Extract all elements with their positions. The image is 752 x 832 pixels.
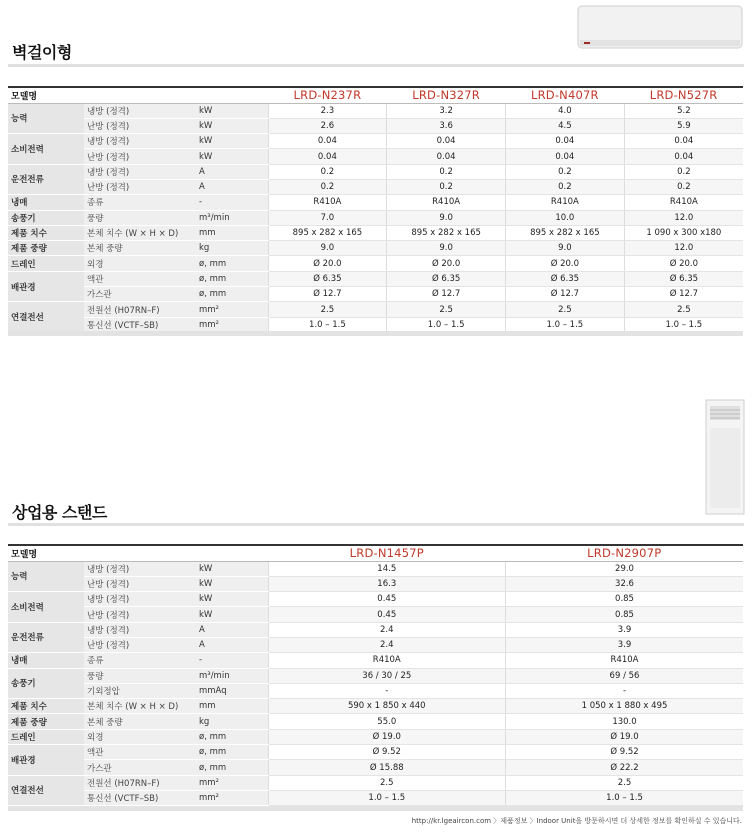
row-unit: ø, mm (196, 287, 268, 302)
cell-value: 1.0 – 1.5 (268, 317, 387, 332)
cell-value: 0.04 (506, 134, 625, 149)
table-row (8, 271, 743, 286)
cell-value: - (268, 683, 505, 698)
table-row (8, 699, 743, 714)
row-subcategory: 냉방 (정격) (84, 592, 196, 607)
wall-mounted-unit-image (576, 4, 746, 52)
cell-value: 0.04 (387, 134, 506, 149)
row-subcategory: 액관 (84, 271, 196, 286)
row-subcategory: 냉방 (정격) (84, 134, 196, 149)
cell-value: 0.45 (268, 592, 505, 607)
cell-value: 3.9 (506, 637, 743, 652)
row-category: 능력 (8, 561, 84, 592)
table-row (8, 149, 743, 164)
table-row (8, 760, 743, 775)
cell-value: Ø 20.0 (506, 256, 625, 271)
table-row (8, 210, 743, 225)
row-category: 배관경 (8, 271, 84, 302)
cell-value: Ø 19.0 (268, 729, 505, 744)
cell-value: 0.85 (506, 592, 743, 607)
table-row (8, 287, 743, 302)
floor-standing-unit-image (704, 398, 746, 518)
row-category: 송풍기 (8, 668, 84, 699)
cell-value: 14.5 (268, 561, 505, 576)
row-unit: mm² (196, 775, 268, 790)
stand-title-rule (8, 523, 744, 526)
model-name: LRD-N527R (624, 87, 743, 103)
cell-value: 0.2 (506, 179, 625, 194)
row-subcategory: 본체 중량 (84, 241, 196, 256)
row-category: 제품 치수 (8, 699, 84, 714)
row-subcategory: 풍량 (84, 210, 196, 225)
cell-value: Ø 12.7 (506, 287, 625, 302)
cell-value: 12.0 (624, 210, 743, 225)
row-subcategory: 난방 (정격) (84, 179, 196, 194)
cell-value: 0.2 (624, 179, 743, 194)
cell-value: Ø 15.88 (268, 760, 505, 775)
table-row (8, 302, 743, 317)
cell-value: 1.0 – 1.5 (387, 317, 506, 332)
row-unit: kg (196, 714, 268, 729)
table-row (8, 668, 743, 683)
row-subcategory: 본체 치수 (W × H × D) (84, 699, 196, 714)
row-unit: A (196, 637, 268, 652)
cell-value: R410A (506, 653, 743, 668)
cell-value: - (506, 683, 743, 698)
cell-value: 0.2 (387, 164, 506, 179)
row-unit: - (196, 653, 268, 668)
model-name: LRD-N1457P (268, 545, 505, 561)
row-unit: mmAq (196, 683, 268, 698)
table-row (8, 164, 743, 179)
row-unit: kW (196, 134, 268, 149)
row-category: 소비전력 (8, 134, 84, 165)
row-category: 운전전류 (8, 164, 84, 195)
row-unit: mm (196, 699, 268, 714)
stand-table-shadow (8, 806, 743, 811)
cell-value: 5.9 (624, 118, 743, 133)
cell-value: 5.2 (624, 103, 743, 118)
cell-value: 69 / 56 (506, 668, 743, 683)
cell-value: 0.04 (624, 134, 743, 149)
row-subcategory: 통신선 (VCTF–SB) (84, 317, 196, 332)
cell-value: 130.0 (506, 714, 743, 729)
table-row (8, 729, 743, 744)
cell-value: 9.0 (268, 241, 387, 256)
row-subcategory: 본체 치수 (W × H × D) (84, 225, 196, 240)
cell-value: 12.0 (624, 241, 743, 256)
row-unit: A (196, 164, 268, 179)
table-row (8, 179, 743, 194)
cell-value: Ø 20.0 (268, 256, 387, 271)
table-row (8, 775, 743, 790)
row-subcategory: 가스관 (84, 287, 196, 302)
table-row (8, 745, 743, 760)
row-subcategory: 가스관 (84, 760, 196, 775)
row-unit: kW (196, 576, 268, 591)
table-row (8, 256, 743, 271)
row-subcategory: 냉방 (정격) (84, 103, 196, 118)
row-category: 제품 중량 (8, 714, 84, 729)
model-label: 모델명 (8, 545, 268, 561)
cell-value: 10.0 (506, 210, 625, 225)
row-category: 연결전선 (8, 775, 84, 806)
row-unit: kW (196, 103, 268, 118)
row-unit: ø, mm (196, 271, 268, 286)
row-unit: mm (196, 225, 268, 240)
cell-value: 9.0 (387, 210, 506, 225)
row-unit: ø, mm (196, 760, 268, 775)
stand-section-title: 상업용 스탠드 (12, 503, 107, 522)
row-subcategory: 냉방 (정격) (84, 622, 196, 637)
row-unit: ø, mm (196, 745, 268, 760)
row-unit: ø, mm (196, 729, 268, 744)
table-row (8, 118, 743, 133)
row-unit: A (196, 622, 268, 637)
cell-value: Ø 12.7 (268, 287, 387, 302)
cell-value: Ø 6.35 (268, 271, 387, 286)
row-subcategory: 기외정압 (84, 683, 196, 698)
row-unit: mm² (196, 790, 268, 805)
row-unit: kg (196, 241, 268, 256)
cell-value: 2.4 (268, 637, 505, 652)
table-row (8, 637, 743, 652)
row-category: 드레인 (8, 256, 84, 271)
cell-value: Ø 9.52 (268, 745, 505, 760)
cell-value: 2.3 (268, 103, 387, 118)
table-row (8, 195, 743, 210)
stand-spec-table (8, 544, 743, 806)
cell-value: 1.0 – 1.5 (268, 790, 505, 805)
cell-value: 895 x 282 x 165 (268, 225, 387, 240)
cell-value: 55.0 (268, 714, 505, 729)
footer-note: http://kr.lgeaircon.com 〉제품정보 〉Indoor Unit을 방문하시면 더 상세한 정보를 확인하실 수 있습니다. (411, 817, 742, 825)
cell-value: 9.0 (387, 241, 506, 256)
wall-spec-table (8, 86, 743, 333)
cell-value: 1.0 – 1.5 (506, 317, 625, 332)
cell-value: 2.5 (268, 775, 505, 790)
row-category: 냉매 (8, 653, 84, 668)
cell-value: 32.6 (506, 576, 743, 591)
row-unit: A (196, 179, 268, 194)
row-subcategory: 난방 (정격) (84, 576, 196, 591)
cell-value: 1.0 – 1.5 (624, 317, 743, 332)
table-row (8, 576, 743, 591)
row-subcategory: 전원선 (H07RN–F) (84, 302, 196, 317)
cell-value: 3.6 (387, 118, 506, 133)
row-unit: kW (196, 118, 268, 133)
table-row (8, 653, 743, 668)
cell-value: 2.5 (624, 302, 743, 317)
cell-value: Ø 12.7 (624, 287, 743, 302)
model-name: LRD-N2907P (506, 545, 743, 561)
cell-value: 2.6 (268, 118, 387, 133)
cell-value: 0.04 (268, 134, 387, 149)
row-subcategory: 난방 (정격) (84, 118, 196, 133)
row-subcategory: 냉방 (정격) (84, 561, 196, 576)
cell-value: 1.0 – 1.5 (506, 790, 743, 805)
cell-value: 2.5 (506, 302, 625, 317)
table-row (8, 790, 743, 805)
row-category: 송풍기 (8, 210, 84, 225)
cell-value: Ø 20.0 (624, 256, 743, 271)
cell-value: 0.04 (624, 149, 743, 164)
cell-value: 0.04 (387, 149, 506, 164)
wall-title-rule (8, 64, 744, 67)
row-category: 능력 (8, 103, 84, 134)
row-category: 운전전류 (8, 622, 84, 653)
row-unit: - (196, 195, 268, 210)
row-subcategory: 외경 (84, 256, 196, 271)
row-subcategory: 난방 (정격) (84, 607, 196, 622)
cell-value: 7.0 (268, 210, 387, 225)
wall-section-title: 벽걸이형 (12, 43, 72, 62)
cell-value: 3.9 (506, 622, 743, 637)
cell-value: 36 / 30 / 25 (268, 668, 505, 683)
row-subcategory: 통신선 (VCTF–SB) (84, 790, 196, 805)
cell-value: 4.0 (506, 103, 625, 118)
row-subcategory: 난방 (정격) (84, 637, 196, 652)
row-subcategory: 난방 (정격) (84, 149, 196, 164)
cell-value: 0.2 (268, 179, 387, 194)
cell-value: 0.04 (268, 149, 387, 164)
row-unit: kW (196, 149, 268, 164)
row-unit: kW (196, 607, 268, 622)
cell-value: 29.0 (506, 561, 743, 576)
cell-value: 0.2 (506, 164, 625, 179)
cell-value: 2.5 (506, 775, 743, 790)
table-header-row (8, 87, 743, 103)
cell-value: 9.0 (506, 241, 625, 256)
cell-value: Ø 6.35 (624, 271, 743, 286)
row-unit: kW (196, 561, 268, 576)
row-category: 제품 치수 (8, 225, 84, 240)
row-subcategory: 외경 (84, 729, 196, 744)
model-label: 모델명 (8, 87, 268, 103)
cell-value: 0.2 (268, 164, 387, 179)
cell-value: Ø 6.35 (506, 271, 625, 286)
row-unit: m³/min (196, 668, 268, 683)
table-row (8, 561, 743, 576)
cell-value: 895 x 282 x 165 (506, 225, 625, 240)
row-subcategory: 풍량 (84, 668, 196, 683)
cell-value: 590 x 1 850 x 440 (268, 699, 505, 714)
row-unit: mm² (196, 302, 268, 317)
row-unit: kW (196, 592, 268, 607)
row-subcategory: 본체 중량 (84, 714, 196, 729)
model-name: LRD-N327R (387, 87, 506, 103)
table-row (8, 622, 743, 637)
cell-value: 3.2 (387, 103, 506, 118)
table-row (8, 683, 743, 698)
row-unit: ø, mm (196, 256, 268, 271)
cell-value: 1 050 x 1 880 x 495 (506, 699, 743, 714)
row-category: 제품 중량 (8, 241, 84, 256)
table-row (8, 134, 743, 149)
cell-value: R410A (624, 195, 743, 210)
cell-value: Ø 6.35 (387, 271, 506, 286)
cell-value: 0.85 (506, 607, 743, 622)
table-row (8, 714, 743, 729)
cell-value: Ø 22.2 (506, 760, 743, 775)
cell-value: R410A (268, 653, 505, 668)
cell-value: 2.5 (268, 302, 387, 317)
table-row (8, 225, 743, 240)
row-category: 배관경 (8, 745, 84, 776)
wall-table-shadow (8, 331, 743, 336)
row-subcategory: 액관 (84, 745, 196, 760)
table-row (8, 607, 743, 622)
table-header-row (8, 545, 743, 561)
cell-value: 4.5 (506, 118, 625, 133)
model-name: LRD-N407R (506, 87, 625, 103)
cell-value: Ø 19.0 (506, 729, 743, 744)
model-name: LRD-N237R (268, 87, 387, 103)
cell-value: 0.04 (506, 149, 625, 164)
cell-value: 0.2 (624, 164, 743, 179)
cell-value: 1 090 x 300 x180 (624, 225, 743, 240)
cell-value: 0.2 (387, 179, 506, 194)
cell-value: Ø 9.52 (506, 745, 743, 760)
cell-value: R410A (268, 195, 387, 210)
row-subcategory: 종류 (84, 653, 196, 668)
row-subcategory: 종류 (84, 195, 196, 210)
cell-value: 16.3 (268, 576, 505, 591)
row-category: 연결전선 (8, 302, 84, 333)
cell-value: 895 x 282 x 165 (387, 225, 506, 240)
cell-value: Ø 12.7 (387, 287, 506, 302)
row-unit: mm² (196, 317, 268, 332)
table-row (8, 103, 743, 118)
row-category: 소비전력 (8, 592, 84, 623)
cell-value: 2.4 (268, 622, 505, 637)
cell-value: R410A (387, 195, 506, 210)
table-row (8, 241, 743, 256)
row-category: 드레인 (8, 729, 84, 744)
cell-value: R410A (506, 195, 625, 210)
row-subcategory: 전원선 (H07RN–F) (84, 775, 196, 790)
cell-value: Ø 20.0 (387, 256, 506, 271)
table-row (8, 592, 743, 607)
row-unit: m³/min (196, 210, 268, 225)
cell-value: 2.5 (387, 302, 506, 317)
cell-value: 0.45 (268, 607, 505, 622)
row-category: 냉매 (8, 195, 84, 210)
row-subcategory: 냉방 (정격) (84, 164, 196, 179)
